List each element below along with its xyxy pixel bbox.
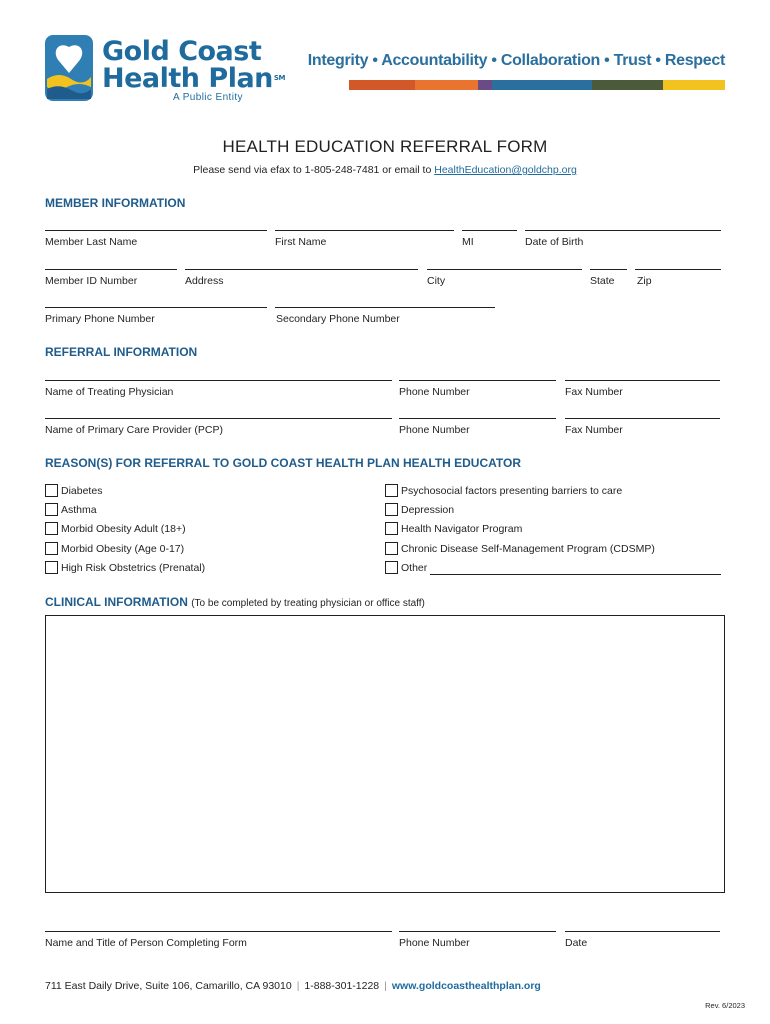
primary-phone-label: Primary Phone Number [45, 313, 155, 325]
physician-phone-field[interactable] [399, 380, 556, 381]
dob-field[interactable] [525, 230, 721, 231]
completer-name-label: Name and Title of Person Completing Form [45, 937, 247, 949]
logo-line2: Health Plan [102, 63, 273, 94]
color-stripe-2 [415, 80, 478, 90]
primary-phone-field[interactable] [45, 307, 267, 308]
clinical-info-textarea[interactable] [45, 615, 725, 893]
obesity-child-checkbox[interactable] [45, 542, 58, 555]
logo-sm: SM [273, 74, 285, 82]
footer-website-link[interactable]: www.goldcoasthealthplan.org [391, 980, 541, 992]
pcp-fax-label: Fax Number [565, 424, 623, 436]
logo-mark-icon [45, 35, 93, 101]
footer: 711 East Daily Drive, Suite 106, Camarillo, CA 93010 | 1-888-301-1228 | www.goldcoasthealthplan.org [45, 980, 541, 992]
health-navigator-label: Health Navigator Program [401, 523, 523, 535]
obesity-adult-label: Morbid Obesity Adult (18+) [61, 523, 186, 535]
high-risk-obstetrics-checkbox[interactable] [45, 561, 58, 574]
psychosocial-checkbox[interactable] [385, 484, 398, 497]
instructions-text: Please send via efax to 1-805-248-7481 or email to [193, 164, 435, 176]
member-id-field[interactable] [45, 269, 177, 270]
completer-phone-field[interactable] [399, 931, 556, 932]
high-risk-obstetrics-label: High Risk Obstetrics (Prenatal) [61, 562, 206, 574]
color-stripe-6 [663, 80, 725, 90]
treating-physician-field[interactable] [45, 380, 392, 381]
diabetes-checkbox[interactable] [45, 484, 58, 497]
cdsmp-label: Chronic Disease Self-Management Program (CDSMP) [401, 543, 655, 555]
obesity-adult-checkbox[interactable] [45, 522, 58, 535]
reasons-heading: REASON(S) FOR REFERRAL TO GOLD COAST HEALTH PLAN HEALTH EDUCATOR [45, 456, 521, 470]
clinical-heading-text: CLINICAL INFORMATION [45, 595, 188, 609]
first-name-label: First Name [275, 236, 327, 248]
physician-fax-field[interactable] [565, 380, 720, 381]
footer-address: 711 East Daily Drive, Suite 106, Camarillo, CA 93010 [45, 980, 292, 992]
health-navigator-checkbox[interactable] [385, 522, 398, 535]
completion-date-field[interactable] [565, 931, 720, 932]
form-instructions [0, 164, 770, 176]
referral-info-heading: REFERRAL INFORMATION [45, 345, 198, 359]
pcp-fax-field[interactable] [565, 418, 720, 419]
other-field[interactable] [430, 574, 721, 575]
asthma-label: Asthma [61, 504, 97, 516]
member-info-heading: MEMBER INFORMATION [45, 196, 186, 210]
physician-fax-label: Fax Number [565, 386, 623, 398]
footer-phone: 1-888-301-1228 [304, 980, 380, 992]
psychosocial-label: Psychosocial factors presenting barriers to care [401, 485, 623, 497]
revision-date: Rev. 6/2023 [705, 1001, 745, 1010]
mi-field[interactable] [462, 230, 517, 231]
clinical-heading [45, 595, 425, 609]
mi-label: MI [462, 236, 474, 248]
pcp-field[interactable] [45, 418, 392, 419]
completer-phone-label: Phone Number [399, 937, 470, 949]
color-stripe-3 [478, 80, 492, 90]
state-field[interactable] [590, 269, 627, 270]
treating-physician-label: Name of Treating Physician [45, 386, 174, 398]
pcp-phone-label: Phone Number [399, 424, 470, 436]
pcp-phone-field[interactable] [399, 418, 556, 419]
secondary-phone-label: Secondary Phone Number [276, 313, 400, 325]
dob-label: Date of Birth [525, 236, 584, 248]
logo-wordmark [102, 38, 285, 92]
color-stripe-4 [492, 80, 592, 90]
address-field[interactable] [185, 269, 418, 270]
city-label: City [427, 275, 446, 287]
cdsmp-checkbox[interactable] [385, 542, 398, 555]
address-label: Address [185, 275, 224, 287]
pcp-label: Name of Primary Care Provider (PCP) [45, 424, 223, 436]
secondary-phone-field[interactable] [275, 307, 495, 308]
completer-name-field[interactable] [45, 931, 392, 932]
diabetes-label: Diabetes [61, 485, 103, 497]
physician-phone-label: Phone Number [399, 386, 470, 398]
member-last-name-field[interactable] [45, 230, 267, 231]
zip-label: Zip [637, 275, 652, 287]
member-id-label: Member ID Number [45, 275, 138, 287]
clinical-note: (To be completed by treating physician or office staff) [191, 598, 425, 609]
other-label: Other [401, 562, 428, 574]
completion-date-label: Date [565, 937, 588, 949]
member-last-name-label: Member Last Name [45, 236, 138, 248]
email-link[interactable]: HealthEducation@goldchp.org [434, 164, 577, 176]
other-checkbox[interactable] [385, 561, 398, 574]
logo-tagline: A Public Entity [173, 92, 243, 103]
color-stripe-1 [349, 80, 415, 90]
depression-checkbox[interactable] [385, 503, 398, 516]
asthma-checkbox[interactable] [45, 503, 58, 516]
first-name-field[interactable] [275, 230, 454, 231]
state-label: State [590, 275, 615, 287]
logo-line1: Gold Coast [102, 36, 262, 67]
obesity-child-label: Morbid Obesity (Age 0-17) [61, 543, 185, 555]
values-tagline: Integrity • Accountability • Collaboration • Trust • Respect [307, 52, 725, 69]
depression-label: Depression [401, 504, 455, 516]
city-field[interactable] [427, 269, 582, 270]
form-title: HEALTH EDUCATION REFERRAL FORM [222, 137, 548, 156]
zip-field[interactable] [635, 269, 721, 270]
color-stripe-5 [592, 80, 663, 90]
